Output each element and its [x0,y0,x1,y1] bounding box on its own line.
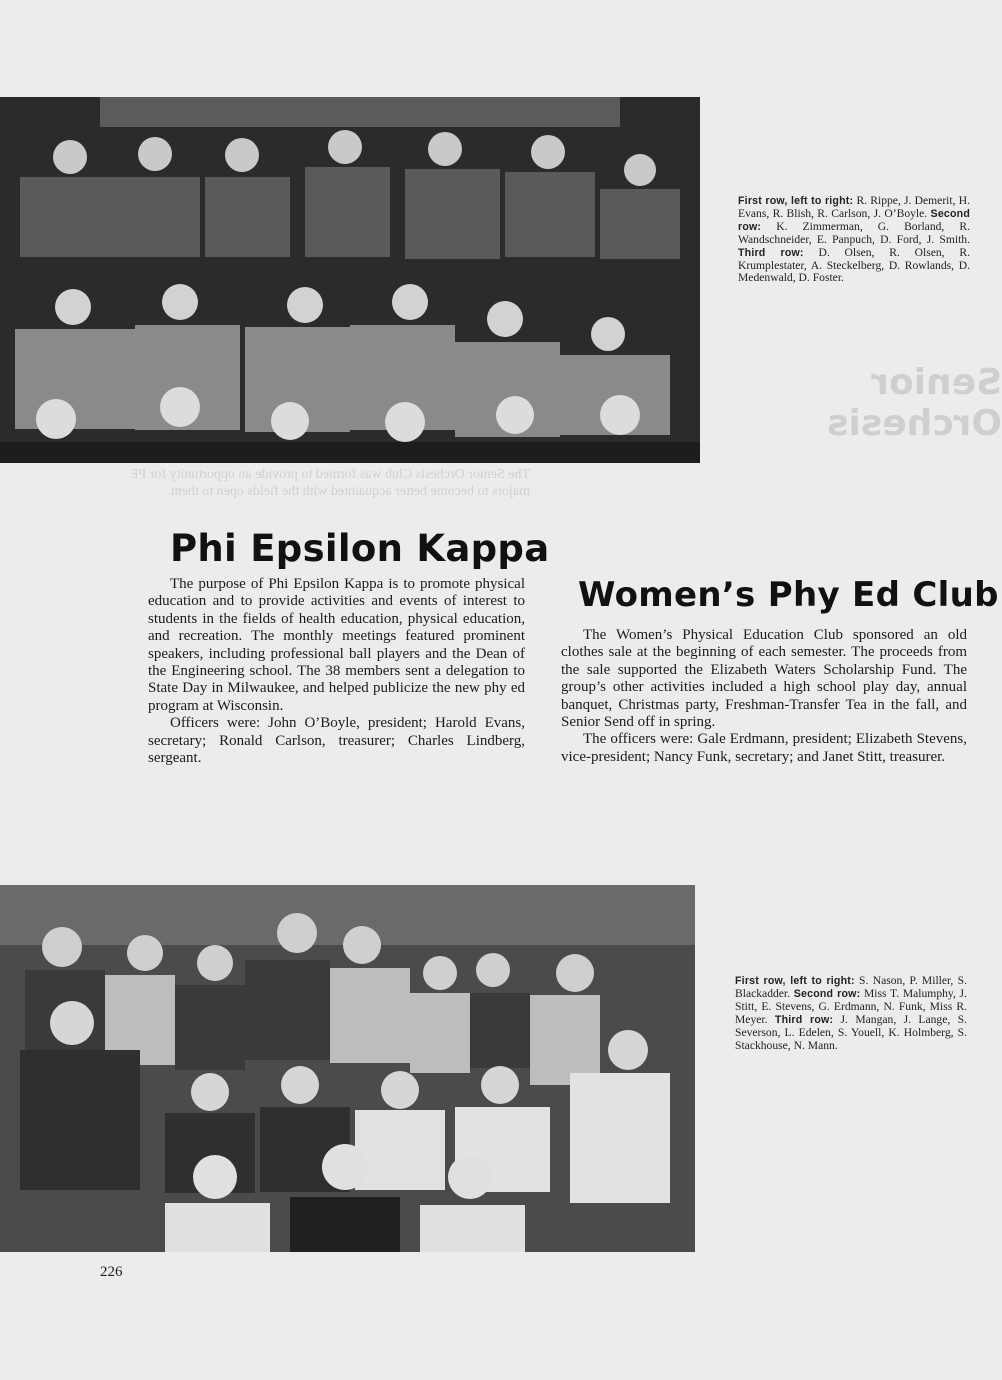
phi-epsilon-kappa-body [148,576,525,767]
bleed-through-heading: Senior Orchesis [827,362,1002,444]
phi-epsilon-kappa-heading: Phi Epsilon Kappa [170,527,550,570]
men-group-photo [0,97,700,463]
men-caption-second-row-names: K. Zimmerman, G. Borland, R. Wandschneider, E. Panpuch, D. Ford, J. Smith. [738,219,970,246]
women-caption-first-row-names: S. Nason, P. Miller, S. Blackadder. [735,974,967,1000]
men-caption-second-row-label: Second row: [738,207,971,233]
womens-phy-ed-club-officers: The officers were: Gale Erdmann, president; Elizabeth Stevens, vice-president; Nancy Funk, secretary; and Janet Stitt, treasurer. [561,731,967,765]
womens-phy-ed-club-heading: Women’s Phy Ed Club [578,575,999,615]
women-group-photo-graphic [0,885,695,1252]
men-caption-first-row-label: First row, left to right: [738,195,854,207]
page-number: 226 [100,1264,123,1280]
men-group-photo-graphic [0,97,700,463]
men-caption-first-row-names: R. Rippe, J. Demerit, H. Evans, R. Blish, R. Carlson, J. O’Boyle. [738,194,970,220]
women-caption-second-row-label: Second row: [793,987,861,1000]
phi-epsilon-kappa-paragraph: The purpose of Phi Epsilon Kappa is to promote physical education and to provide activities and events of interest to students in the fields of health education, physical education, and recreation. The monthly meetings featured prominent speakers, including professional ball players and the Dean of the Engineering school. The 38 members sent a delegation to State Day in Milwaukee, and helped publicize the new phy ed program at Wisconsin. [148,576,525,714]
women-group-photo [0,885,695,1252]
men-caption-third-row-names: D. Olsen, R. Olsen, R. Krumplestater, A. Steckelberg, D. Rowlands, D. Medenwald, D. Foster. [738,245,970,285]
womens-phy-ed-club-paragraph: The Women’s Physical Education Club sponsored an old clothes sale at the beginning of each semester. The proceeds from the sale supported the Elizabeth Waters Scholarship Fund. The group’s other activities included a high school play day, annual banquet, Christmas party, Freshman-Transfer Tea in the fall, and Senior Send off in spring. [561,627,967,731]
women-photo-caption [735,975,967,1052]
women-caption-first-row-label: First row, left to right: [735,975,855,987]
womens-phy-ed-club-body [561,627,967,766]
men-caption-third-row-label: Third row: [738,246,804,259]
women-caption-third-row-names: J. Mangan, J. Lange, S. Severson, L. Edelen, S. Youell, K. Holmberg, S. Stackhouse, N. Mann. [735,1012,967,1052]
women-caption-third-row-label: Third row: [774,1013,834,1026]
phi-epsilon-kappa-officers: Officers were: John O’Boyle, president; Harold Evans, secretary; Ronald Carlson, treasurer; Charles Lindberg, sergeant. [148,715,525,767]
bleed-through-text: The Senior Orchesis Club was formed to provide an opportunity for PE majors to become better acquainted with the fields open to them. [129,467,530,499]
women-caption-second-row-names: Miss T. Malumphy, J. Stitt, E. Stevens, G. Erdmann, N. Funk, Miss R. Meyer. [735,986,967,1026]
men-photo-caption [738,195,970,285]
